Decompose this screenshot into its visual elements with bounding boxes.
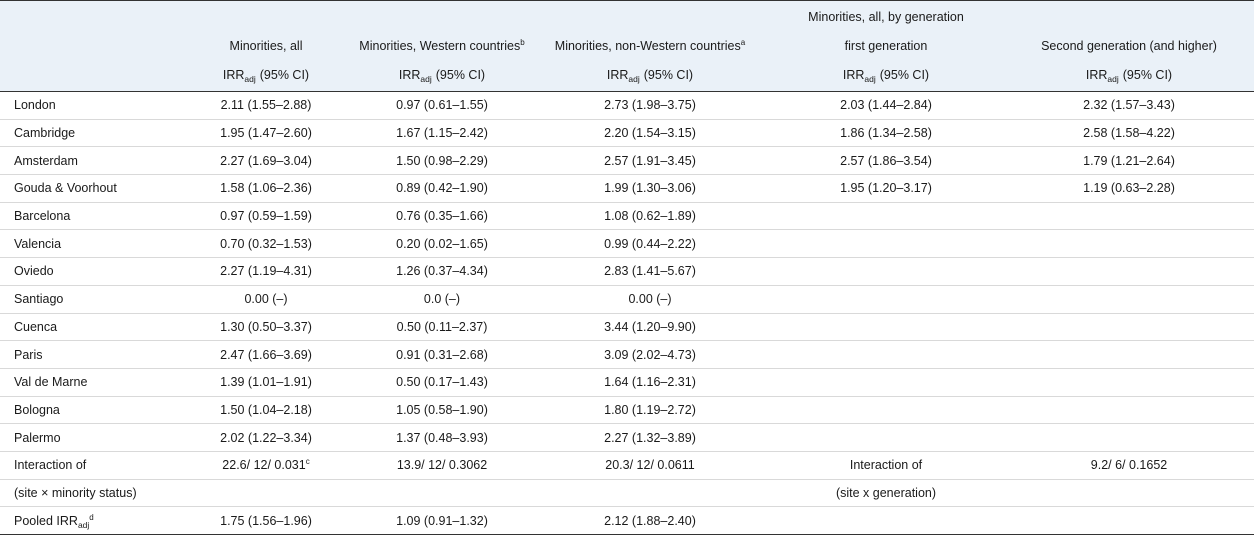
irr-first-cell: 2.03 (1.44–2.84) bbox=[768, 92, 1004, 120]
irr-subscript: adj bbox=[1107, 74, 1119, 84]
table-row bbox=[0, 258, 1254, 286]
irr-label: IRR bbox=[1085, 68, 1108, 82]
table-row bbox=[0, 424, 1254, 452]
irr-header bbox=[180, 59, 352, 92]
irr-western-cell: 0.50 (0.17–1.43) bbox=[352, 368, 532, 396]
irr-nonwestern-cell: 1.08 (0.62–1.89) bbox=[532, 202, 768, 230]
interaction-gen-value: 9.2/ 6/ 0.1652 bbox=[1004, 451, 1254, 479]
irr-second-cell bbox=[1004, 341, 1254, 369]
site-name: Paris bbox=[0, 341, 180, 369]
table-row bbox=[0, 285, 1254, 313]
irr-second-cell bbox=[1004, 285, 1254, 313]
irr-nonwestern-cell: 2.83 (1.41–5.67) bbox=[532, 258, 768, 286]
irr-western-cell: 1.37 (0.48–3.93) bbox=[352, 424, 532, 452]
table-footer-rows bbox=[0, 451, 1254, 534]
irr-all-cell: 2.02 (1.22–3.34) bbox=[180, 424, 352, 452]
irr-second-cell: 1.19 (0.63–2.28) bbox=[1004, 175, 1254, 203]
pooled-all: 1.75 (1.56–1.96) bbox=[180, 507, 352, 535]
irr-first-cell bbox=[768, 202, 1004, 230]
irr-label: IRR bbox=[398, 68, 421, 82]
site-name: London bbox=[0, 92, 180, 120]
irr-nonwestern-cell: 2.27 (1.32–3.89) bbox=[532, 424, 768, 452]
irr-second-cell bbox=[1004, 202, 1254, 230]
interaction-all: 22.6/ 12/ 0.031$^c$ bbox=[180, 451, 352, 479]
col-header-first-gen: first generation bbox=[768, 32, 1004, 59]
generation-group-header: Minorities, all, by generation bbox=[768, 1, 1004, 33]
irr-first-cell bbox=[768, 424, 1004, 452]
irr-second-cell: 2.58 (1.58–4.22) bbox=[1004, 119, 1254, 147]
site-name: Palermo bbox=[0, 424, 180, 452]
table-row bbox=[0, 313, 1254, 341]
irr-western-cell: 0.50 (0.11–2.37) bbox=[352, 313, 532, 341]
irr-all-cell: 0.00 (–) bbox=[180, 285, 352, 313]
site-name: Barcelona bbox=[0, 202, 180, 230]
irr-western-cell: 0.89 (0.42–1.90) bbox=[352, 175, 532, 203]
site-name: Oviedo bbox=[0, 258, 180, 286]
table-row bbox=[0, 147, 1254, 175]
site-name: Santiago bbox=[0, 285, 180, 313]
irr-nonwestern-cell: 2.20 (1.54–3.15) bbox=[532, 119, 768, 147]
interaction-western: 13.9/ 12/ 0.3062 bbox=[352, 451, 532, 479]
irr-western-cell: 1.26 (0.37–4.34) bbox=[352, 258, 532, 286]
pooled-row bbox=[0, 507, 1254, 535]
irr-nonwestern-cell: 1.64 (1.16–2.31) bbox=[532, 368, 768, 396]
irr-nonwestern-cell: 2.57 (1.91–3.45) bbox=[532, 147, 768, 175]
interaction-gen-label: Interaction of bbox=[768, 451, 1004, 479]
interaction-sub-label: (site × minority status) bbox=[0, 479, 180, 507]
irr-subscript: adj bbox=[420, 74, 432, 84]
irr-subscript: adj bbox=[628, 74, 640, 84]
irr-second-cell bbox=[1004, 368, 1254, 396]
irr-all-cell: 2.47 (1.66–3.69) bbox=[180, 341, 352, 369]
irr-label: IRR bbox=[842, 68, 865, 82]
irr-western-cell: 0.97 (0.61–1.55) bbox=[352, 92, 532, 120]
site-name: Val de Marne bbox=[0, 368, 180, 396]
table-row bbox=[0, 202, 1254, 230]
irr-first-cell bbox=[768, 285, 1004, 313]
interaction-sub-row bbox=[0, 479, 1254, 507]
irr-subscript: adj bbox=[864, 74, 876, 84]
irr-all-cell: 1.30 (0.50–3.37) bbox=[180, 313, 352, 341]
irr-second-cell: 1.79 (1.21–2.64) bbox=[1004, 147, 1254, 175]
site-name: Cambridge bbox=[0, 119, 180, 147]
irr-all-cell: 0.97 (0.59–1.59) bbox=[180, 202, 352, 230]
ci-label: (95% CI) bbox=[259, 68, 310, 82]
irr-nonwestern-cell: 3.09 (2.02–4.73) bbox=[532, 341, 768, 369]
irr-first-cell: 1.95 (1.20–3.17) bbox=[768, 175, 1004, 203]
table-row bbox=[0, 368, 1254, 396]
table-row bbox=[0, 396, 1254, 424]
irr-western-cell: 0.76 (0.35–1.66) bbox=[352, 202, 532, 230]
irr-first-cell bbox=[768, 258, 1004, 286]
irr-all-cell: 1.95 (1.47–2.60) bbox=[180, 119, 352, 147]
irr-first-cell bbox=[768, 341, 1004, 369]
irr-nonwestern-cell: 3.44 (1.20–9.90) bbox=[532, 313, 768, 341]
irr-first-cell bbox=[768, 230, 1004, 258]
table-body bbox=[0, 92, 1254, 452]
irr-all-cell: 1.39 (1.01–1.91) bbox=[180, 368, 352, 396]
irr-all-cell: 1.58 (1.06–2.36) bbox=[180, 175, 352, 203]
ci-label: (95% CI) bbox=[643, 68, 694, 82]
irr-header bbox=[352, 59, 532, 92]
irr-western-cell: 1.05 (0.58–1.90) bbox=[352, 396, 532, 424]
irr-second-cell bbox=[1004, 424, 1254, 452]
irr-subscript: adj bbox=[244, 74, 256, 84]
site-name: Bologna bbox=[0, 396, 180, 424]
irr-label: IRR bbox=[606, 68, 629, 82]
pooled-nonwestern: 2.12 (1.88–2.40) bbox=[532, 507, 768, 535]
table-row bbox=[0, 175, 1254, 203]
site-name: Amsterdam bbox=[0, 147, 180, 175]
irr-first-cell bbox=[768, 313, 1004, 341]
site-name: Gouda & Voorhout bbox=[0, 175, 180, 203]
irr-label: IRR bbox=[222, 68, 245, 82]
table-row bbox=[0, 119, 1254, 147]
irr-second-cell bbox=[1004, 313, 1254, 341]
irr-all-cell: 2.27 (1.19–4.31) bbox=[180, 258, 352, 286]
irr-first-cell: 2.57 (1.86–3.54) bbox=[768, 147, 1004, 175]
irr-first-cell bbox=[768, 368, 1004, 396]
table-row bbox=[0, 341, 1254, 369]
col-header-western: Minorities, Western countries$^b$ bbox=[352, 32, 532, 59]
site-name: Valencia bbox=[0, 230, 180, 258]
irr-first-cell bbox=[768, 396, 1004, 424]
irr-first-cell: 1.86 (1.34–2.58) bbox=[768, 119, 1004, 147]
site-name: Cuenca bbox=[0, 313, 180, 341]
irr-western-cell: 0.20 (0.02–1.65) bbox=[352, 230, 532, 258]
col-header-all: Minorities, all bbox=[180, 32, 352, 59]
irr-western-cell: 0.0 (–) bbox=[352, 285, 532, 313]
irr-second-cell: 2.32 (1.57–3.43) bbox=[1004, 92, 1254, 120]
irr-western-cell: 0.91 (0.31–2.68) bbox=[352, 341, 532, 369]
irr-nonwestern-cell: 0.99 (0.44–2.22) bbox=[532, 230, 768, 258]
irr-all-cell: 1.50 (1.04–2.18) bbox=[180, 396, 352, 424]
irr-nonwestern-cell: 0.00 (–) bbox=[532, 285, 768, 313]
pooled-label: Pooled $IRR_{adj}^d$ bbox=[0, 507, 180, 535]
table-row bbox=[0, 230, 1254, 258]
ci-label: (95% CI) bbox=[1122, 68, 1173, 82]
irr-second-cell bbox=[1004, 258, 1254, 286]
irr-nonwestern-cell: 1.80 (1.19–2.72) bbox=[532, 396, 768, 424]
irr-all-cell: 2.11 (1.55–2.88) bbox=[180, 92, 352, 120]
irr-header bbox=[1004, 59, 1254, 92]
table-row bbox=[0, 92, 1254, 120]
interaction-gen-sub-label: (site x generation) bbox=[768, 479, 1004, 507]
irr-western-cell: 1.67 (1.15–2.42) bbox=[352, 119, 532, 147]
ci-label: (95% CI) bbox=[435, 68, 486, 82]
col-header-nonwestern: Minorities, non-Western countries$^a$ bbox=[532, 32, 768, 59]
table-header bbox=[0, 1, 1254, 92]
irr-second-cell bbox=[1004, 230, 1254, 258]
interaction-nonwestern: 20.3/ 12/ 0.0611 bbox=[532, 451, 768, 479]
irr-all-cell: 0.70 (0.32–1.53) bbox=[180, 230, 352, 258]
pooled-western: 1.09 (0.91–1.32) bbox=[352, 507, 532, 535]
interaction-label: Interaction of bbox=[0, 451, 180, 479]
irr-nonwestern-cell: 2.73 (1.98–3.75) bbox=[532, 92, 768, 120]
irr-header bbox=[768, 59, 1004, 92]
interaction-row bbox=[0, 451, 1254, 479]
irr-nonwestern-cell: 1.99 (1.30–3.06) bbox=[532, 175, 768, 203]
irr-second-cell bbox=[1004, 396, 1254, 424]
irr-all-cell: 2.27 (1.69–3.04) bbox=[180, 147, 352, 175]
ci-label: (95% CI) bbox=[879, 68, 930, 82]
col-header-second-gen: Second generation (and higher) bbox=[1004, 32, 1254, 59]
irr-western-cell: 1.50 (0.98–2.29) bbox=[352, 147, 532, 175]
irr-header bbox=[532, 59, 768, 92]
